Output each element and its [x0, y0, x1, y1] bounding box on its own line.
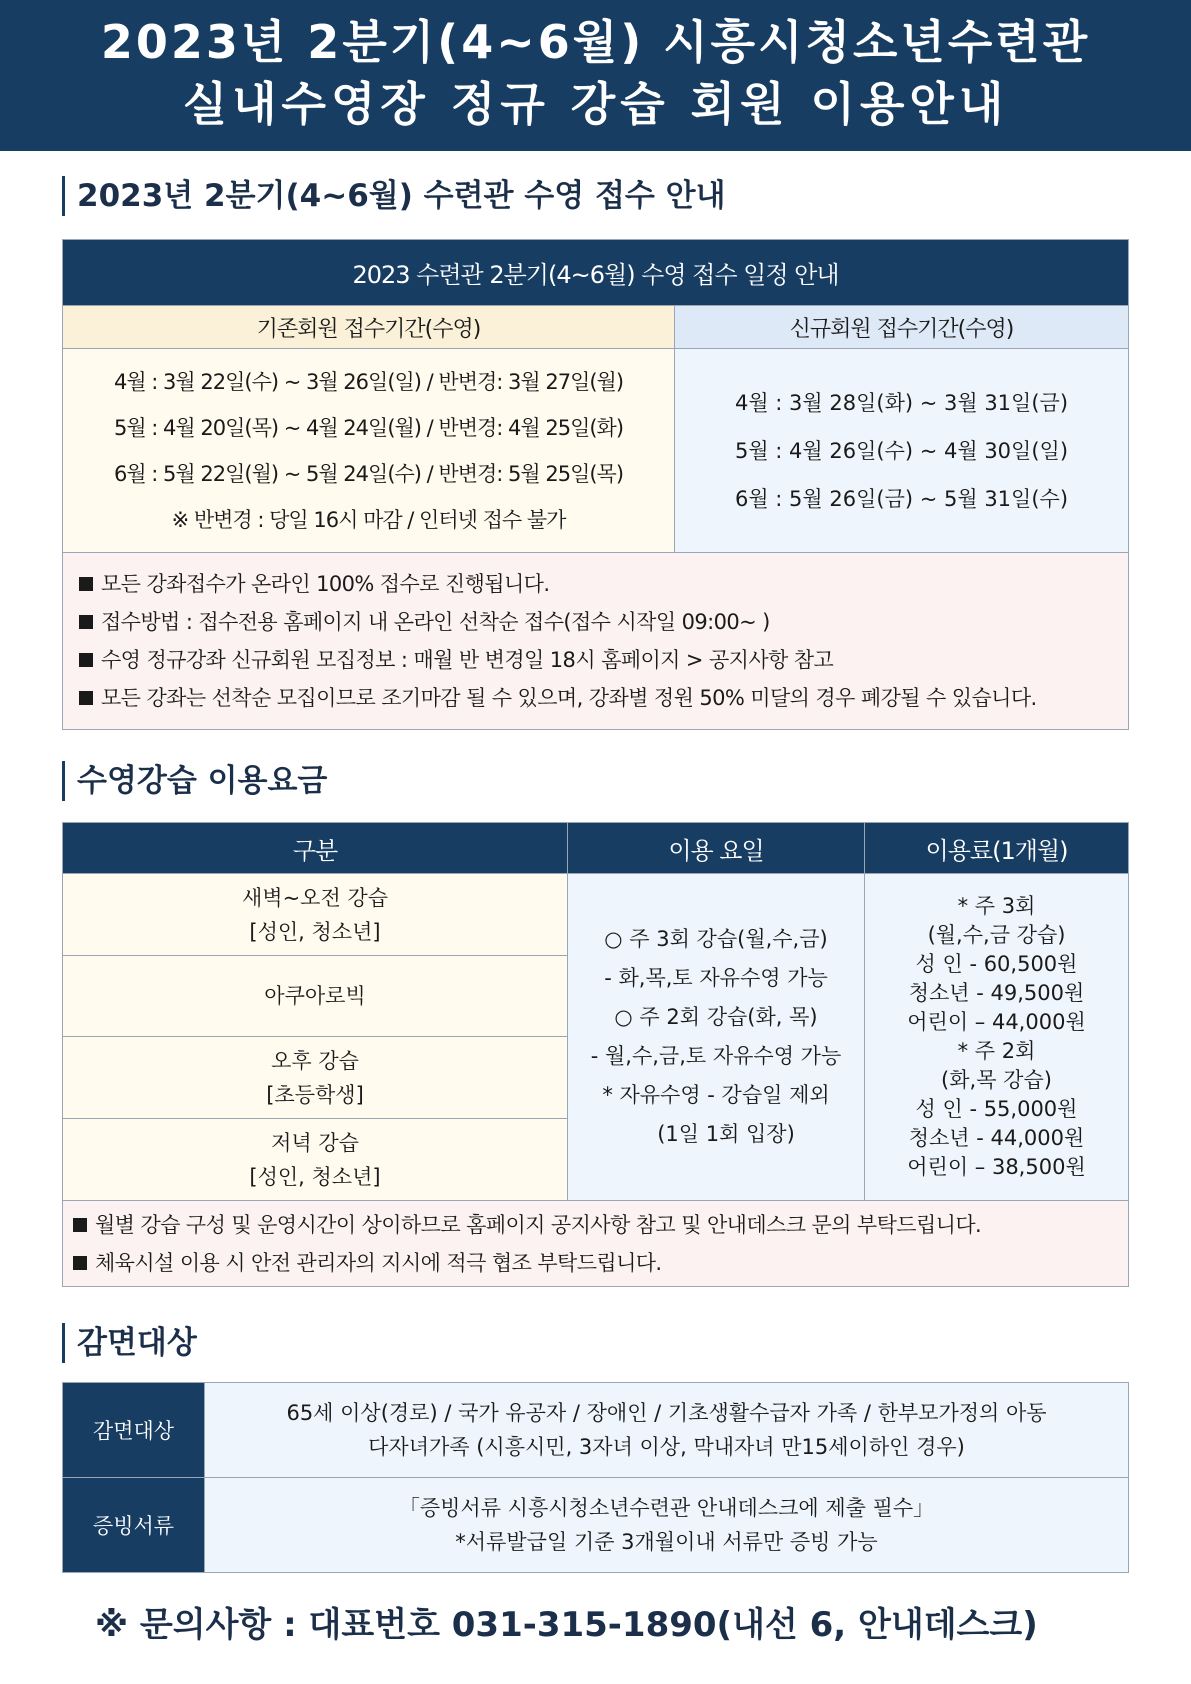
- fees-table: [62, 822, 1129, 1287]
- note-item: 월별 강습 구성 및 운영시간이 상이하므로 홈페이지 공지사항 참고 및 안내데스크 문의 부탁드립니다.: [73, 1206, 1128, 1244]
- fee-line: 어린이 – 44,000원: [907, 1010, 1086, 1034]
- square-bullet-icon: [73, 1256, 87, 1270]
- monthly-fees: [865, 874, 1129, 1201]
- square-bullet-icon: [79, 577, 93, 591]
- fee-line: (월,수,금 강습): [927, 923, 1066, 947]
- schedule-table-title: 2023 수련관 2분기(4~6월) 수영 접수 일정 안내: [63, 240, 1129, 306]
- discount-table: [62, 1382, 1129, 1573]
- square-bullet-icon: [79, 691, 93, 705]
- new-member-header: 신규회원 접수기간(수영): [675, 306, 1129, 349]
- square-bullet-icon: [79, 653, 93, 667]
- category-afternoon: 오후 강습 [초등학생]: [63, 1037, 568, 1119]
- title-banner: [0, 0, 1191, 151]
- section-title-discount: 감면대상: [62, 1323, 197, 1363]
- usage-days: [568, 874, 865, 1201]
- existing-member-periods: [63, 349, 675, 553]
- discount-target-label: 감면대상: [63, 1383, 205, 1478]
- section-title-fees: 수영강습 이용요금: [62, 761, 327, 801]
- square-bullet-icon: [73, 1218, 87, 1232]
- section-title-registration: 2023년 2분기(4~6월) 수련관 수영 접수 안내: [62, 176, 726, 216]
- fees-header-category: 구분: [63, 823, 568, 874]
- class-change-note: ※ 반변경 : 당일 16시 마감 / 인터넷 접수 불가: [171, 507, 566, 532]
- fee-line: 청소년 - 49,500원: [908, 981, 1085, 1005]
- note-item: 모든 강좌접수가 온라인 100% 접수로 진행됩니다.: [79, 565, 1128, 603]
- days-line: ○ 주 2회 강습(화, 목): [614, 1005, 818, 1029]
- existing-member-header: 기존회원 접수기간(수영): [63, 306, 675, 349]
- fee-line: * 주 2회: [957, 1039, 1036, 1063]
- days-line: ○ 주 3회 강습(월,수,금): [604, 927, 828, 951]
- square-bullet-icon: [79, 615, 93, 629]
- category-evening: 저녁 강습 [성인, 청소년]: [63, 1119, 568, 1201]
- new-member-periods: [675, 349, 1129, 553]
- existing-period-april: 4월 : 3월 22일(수) ~ 3월 26일(일) / 반변경: 3월 27일(월): [113, 369, 624, 394]
- fee-line: 청소년 - 44,000원: [908, 1126, 1085, 1150]
- fees-header-fee: 이용료(1개월): [865, 823, 1129, 874]
- fees-header-days: 이용 요일: [568, 823, 865, 874]
- fee-line: * 주 3회: [957, 894, 1036, 918]
- category-aquarobics: 아쿠아로빅: [63, 956, 568, 1037]
- note-item: 체육시설 이용 시 안전 관리자의 지시에 적극 협조 부탁드립니다.: [73, 1244, 1128, 1282]
- note-item: 수영 정규강좌 신규회원 모집정보 : 매월 반 변경일 18시 홈페이지 > 공지사항 참고: [79, 641, 1128, 679]
- fee-line: 성 인 - 55,000원: [915, 1097, 1078, 1121]
- banner-title-line1: 2023년 2분기(4~6월) 시흥시청소년수련관: [100, 15, 1091, 69]
- category-morning: 새벽~오전 강습 [성인, 청소년]: [63, 874, 568, 956]
- existing-period-may: 5월 : 4월 20일(목) ~ 4월 24일(월) / 반변경: 4월 25일(화): [113, 415, 624, 440]
- fee-line: (화,목 강습): [941, 1068, 1052, 1092]
- note-item: 모든 강좌는 선착순 모집이므로 조기마감 될 수 있으며, 강좌별 정원 50% 미달의 경우 폐강될 수 있습니다.: [79, 679, 1128, 717]
- days-line: - 화,목,토 자유수영 가능: [604, 966, 828, 990]
- discount-target-content: 65세 이상(경로) / 국가 유공자 / 장애인 / 기초생활수급자 가족 / 한부모가정의 아동 다자녀가족 (시흥시민, 3자녀 이상, 막내자녀 만15세이하인 경우): [205, 1383, 1129, 1478]
- proof-documents-label: 증빙서류: [63, 1478, 205, 1573]
- proof-documents-content: 「증빙서류 시흥시청소년수련관 안내데스크에 제출 필수」 *서류발급일 기준 3개월이내 서류만 증빙 가능: [205, 1478, 1129, 1573]
- days-line: (1일 1회 입장): [657, 1122, 795, 1146]
- days-line: - 월,수,금,토 자유수영 가능: [590, 1044, 842, 1068]
- fee-line: 어린이 – 38,500원: [907, 1155, 1086, 1179]
- new-period-june: 6월 : 5월 26일(금) ~ 5월 31일(수): [734, 486, 1069, 511]
- contact-info: ※ 문의사항 : 대표번호 031-315-1890(내선 6, 안내데스크): [95, 1605, 1038, 1645]
- new-period-april: 4월 : 3월 28일(화) ~ 3월 31일(금): [734, 390, 1069, 415]
- new-period-may: 5월 : 4월 26일(수) ~ 4월 30일(일): [734, 438, 1069, 463]
- banner-title-line2: 실내수영장 정규 강습 회원 이용안내: [182, 77, 1009, 131]
- note-item: 접수방법 : 접수전용 홈페이지 내 온라인 선착순 접수(접수 시작일 09:00~ ): [79, 603, 1128, 641]
- registration-notes: [63, 553, 1129, 730]
- existing-period-june: 6월 : 5월 22일(월) ~ 5월 24일(수) / 반변경: 5월 25일(목): [113, 461, 624, 486]
- fees-notes: [63, 1201, 1129, 1287]
- fee-line: 성 인 - 60,500원: [915, 952, 1078, 976]
- registration-schedule-table: [62, 239, 1129, 730]
- days-line: * 자유수영 - 강습일 제외: [602, 1083, 830, 1107]
